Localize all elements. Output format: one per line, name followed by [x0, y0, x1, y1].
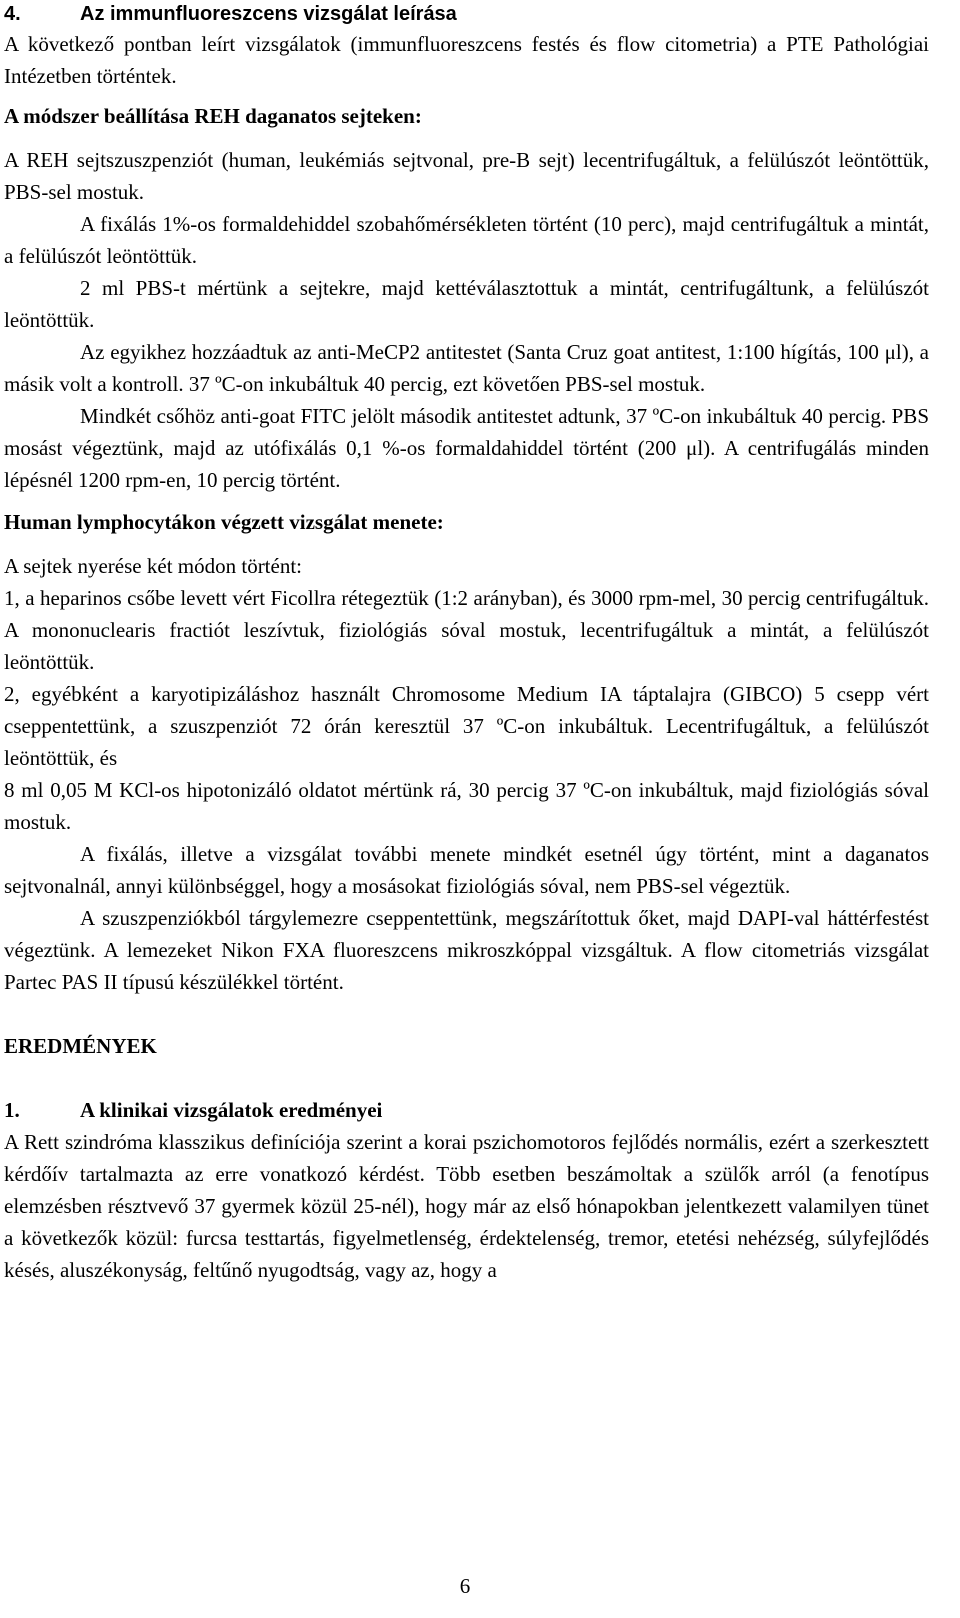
- paragraph-reh-4: Az egyikhez hozzáadtuk az anti-MeCP2 antitestet (Santa Cruz goat antitest, 1:100 hígítás, 100 μl), a másik volt a kontroll. 37 ºC-on inkubáltuk 40 percig, ezt követően PBS-sel mostuk.: [4, 340, 929, 396]
- paragraph-lymph-1: A sejtek nyerése két módon történt:: [4, 554, 303, 578]
- section-heading: [4, 0, 929, 28]
- results-subheading-number: 1.: [4, 1098, 20, 1122]
- paragraph-reh-1: A REH sejtszuszpenziót (human, leukémiás sejtvonal, pre-B sejt) lecentrifugáltuk, a felülúszót leöntöttük, PBS-sel mostuk.: [4, 148, 929, 204]
- paragraph-lymph-2: 1, a heparinos csőbe levett vért Ficollra rétegeztük (1:2 arányban), és 3000 rpm-mel, 30 percig centrifugáltuk. A mononuclearis fractiót leszívtuk, fiziológiás sóval mostuk, lecentrifugáltuk a mintát, a felülúszót leöntöttük.: [4, 586, 929, 674]
- paragraph-results-1: A Rett szindróma klasszikus definíciója szerint a korai pszichomotoros fejlődés normális, ezért a szerkesztett kérdőív tartalmazta az erre vonatkozó kérdést. Több esetben beszámoltak a szülők arról (a fenotípus elemzésben résztvevő 37 gyermek közül 25-nél), hogy már az első hónapokban jelentkezett valamilyen tünet a következők közül: furcsa testtartás, figyelmetlenség, érdektelenség, tremor, etetési nehézség, súlyfejlődés késés, aluszékonyság, feltűnő nyugodtság, vagy az, hogy a: [4, 1130, 929, 1282]
- section-number: 4.: [4, 3, 21, 25]
- page-number: 6: [459, 1574, 471, 1598]
- intro-paragraph: A következő pontban leírt vizsgálatok (immunfluoreszcens festés és flow citometria) a PTE Pathológiai Intézetben történtek.: [4, 32, 929, 88]
- subheading-lymphocyte: Human lymphocytákon végzett vizsgálat menete:: [4, 510, 444, 534]
- paragraph-lymph-3-part2: 8 ml 0,05 M KCl-os hipotonizáló oldatot mértünk rá, 30 percig 37 ºC-on inkubáltuk, majd fiziológiás sóval mostuk.: [4, 778, 929, 834]
- results-heading: EREDMÉNYEK: [4, 1034, 157, 1058]
- paragraph-reh-5: Mindkét csőhöz anti-goat FITC jelölt második antitestet adtunk, 37 ºC-on inkubáltuk 40 percig. PBS mosást végeztünk, majd az utófixálás 0,1 %-os formaldahiddel történt (200 μl). A centrifugálás minden lépésnél 1200 rpm-en, 10 percig történt.: [4, 404, 929, 492]
- document-page: [4, 0, 929, 1286]
- paragraph-lymph-3-part1: 2, egyébként a karyotipizáláshoz használt Chromosome Medium IA táptalajra (GIBCO) 5 csepp vért cseppentettünk, a szuszpenziót 72 órán keresztül 37 ºC-on inkubáltuk. Lecentrifugáltuk, a felülúszót leöntöttük, és: [4, 682, 929, 770]
- paragraph-lymph-4: A fixálás, illetve a vizsgálat további menete mindkét esetnél úgy történt, mint a daganatos sejtvonalnál, annyi különbséggel, hogy a mosásokat fiziológiás sóval, nem PBS-sel végeztük.: [4, 842, 929, 898]
- paragraph-lymph-3: [4, 678, 929, 838]
- paragraph-lymph-5: A szuszpenziókból tárgylemezre cseppentettünk, megszárítottuk őket, majd DAPI-val háttérfestést végeztünk. A lemezeket Nikon FXA fluoreszcens mikroszkóppal vizsgáltuk. A flow citometriás vizsgálat Partec PAS II típusú készülékkel történt.: [4, 906, 929, 994]
- results-subheading-title: A klinikai vizsgálatok eredményei: [80, 1098, 383, 1122]
- paragraph-reh-3: 2 ml PBS-t mértünk a sejtekre, majd kettéválasztottuk a mintát, centrifugáltunk, a felülúszót leöntöttük.: [4, 276, 929, 332]
- section-title: Az immunfluoreszcens vizsgálat leírása: [80, 3, 457, 25]
- paragraph-reh-2: A fixálás 1%-os formaldehiddel szobahőmérsékleten történt (10 perc), majd centrifugáltuk a mintát, a felülúszót leöntöttük.: [4, 212, 929, 268]
- subheading-reh: A módszer beállítása REH daganatos sejteken:: [4, 104, 422, 128]
- results-subheading: [4, 1094, 929, 1126]
